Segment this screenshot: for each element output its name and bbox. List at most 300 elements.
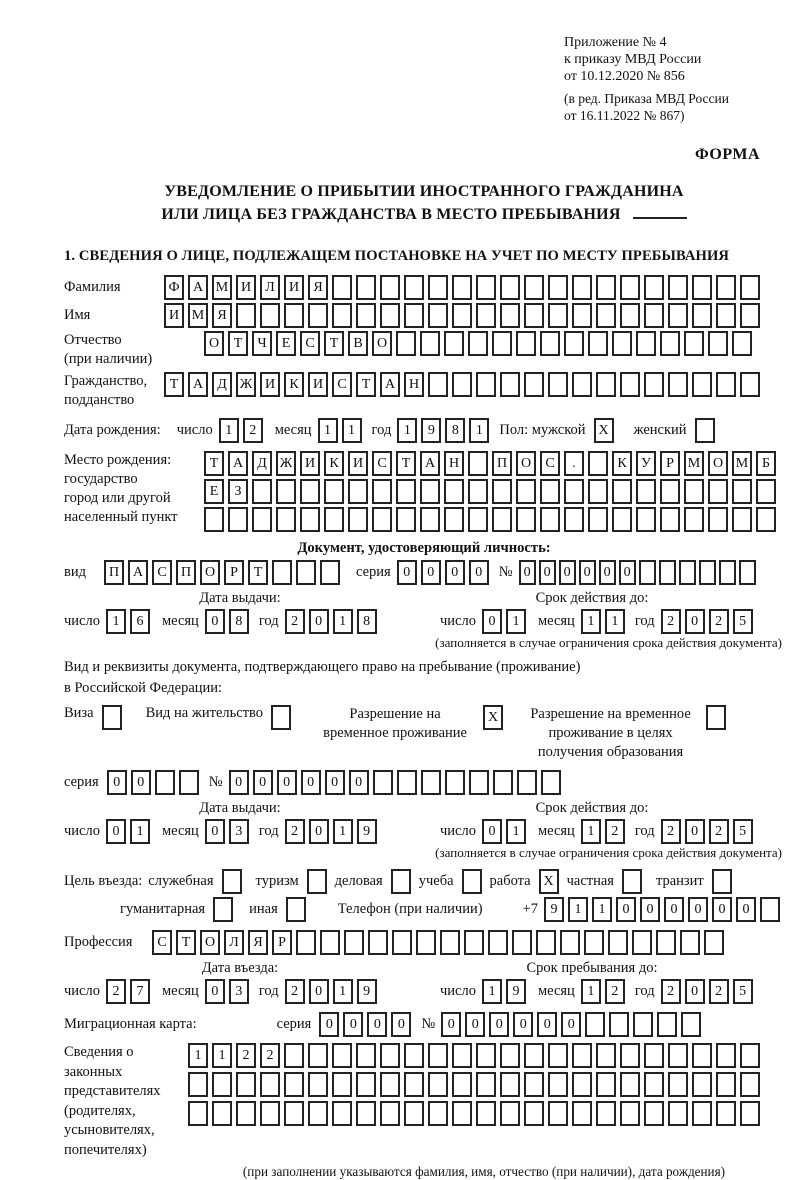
char-cell[interactable] [276,507,296,532]
char-cell[interactable]: 1 [219,418,239,443]
char-cell[interactable]: И [284,275,304,300]
char-cell[interactable] [416,930,436,955]
char-cell[interactable] [308,303,328,328]
char-cell[interactable] [428,1043,448,1068]
char-cell[interactable]: С [300,331,320,356]
char-cell[interactable] [397,770,417,795]
char-cell[interactable] [492,507,512,532]
char-cell[interactable] [404,303,424,328]
char-cell[interactable] [476,303,496,328]
char-cell[interactable] [692,1101,712,1126]
char-cell[interactable]: 2 [236,1043,256,1068]
char-cell[interactable] [464,930,484,955]
char-cell[interactable] [308,1072,328,1097]
char-cell[interactable] [668,275,688,300]
char-cell[interactable]: 3 [229,979,249,1004]
char-cell[interactable]: С [332,372,352,397]
char-cell[interactable]: С [152,560,172,585]
char-cell[interactable] [324,507,344,532]
char-cell[interactable] [516,507,536,532]
char-cell[interactable] [636,331,656,356]
char-cell[interactable] [548,303,568,328]
char-cell[interactable] [636,507,656,532]
char-cell[interactable]: 0 [685,819,705,844]
char-cell[interactable] [740,372,760,397]
char-cell[interactable] [541,770,561,795]
char-cell[interactable]: 2 [661,819,681,844]
char-cell[interactable] [452,303,472,328]
char-cell[interactable] [368,930,388,955]
char-cell[interactable] [708,331,728,356]
char-cell[interactable] [488,930,508,955]
char-cell[interactable] [695,418,715,443]
char-cell[interactable] [536,930,556,955]
char-cell[interactable] [324,479,344,504]
char-cell[interactable] [679,560,696,585]
char-cell[interactable]: 0 [106,819,126,844]
char-cell[interactable] [639,560,656,585]
char-cell[interactable] [179,770,199,795]
char-cell[interactable] [659,560,676,585]
char-cell[interactable] [380,1101,400,1126]
char-cell[interactable] [692,372,712,397]
char-cell[interactable]: X [539,869,559,894]
char-cell[interactable] [706,705,726,730]
char-cell[interactable]: 0 [640,897,660,922]
char-cell[interactable] [609,1012,629,1037]
char-cell[interactable] [452,275,472,300]
char-cell[interactable] [300,507,320,532]
char-cell[interactable] [596,1072,616,1097]
char-cell[interactable] [428,1101,448,1126]
char-cell[interactable]: 0 [489,1012,509,1037]
char-cell[interactable]: 2 [661,609,681,634]
char-cell[interactable] [444,331,464,356]
char-cell[interactable] [452,372,472,397]
char-cell[interactable] [212,1101,232,1126]
char-cell[interactable]: И [308,372,328,397]
char-cell[interactable]: 1 [333,609,353,634]
char-cell[interactable] [588,451,608,476]
char-cell[interactable] [620,1101,640,1126]
char-cell[interactable]: М [684,451,704,476]
char-cell[interactable]: 0 [309,979,329,1004]
char-cell[interactable] [708,507,728,532]
char-cell[interactable] [500,303,520,328]
char-cell[interactable]: 1 [397,418,417,443]
char-cell[interactable] [428,303,448,328]
char-cell[interactable]: Ф [164,275,184,300]
char-cell[interactable] [636,479,656,504]
char-cell[interactable]: 5 [733,979,753,1004]
char-cell[interactable] [420,479,440,504]
char-cell[interactable] [204,507,224,532]
char-cell[interactable]: Т [396,451,416,476]
char-cell[interactable]: В [348,331,368,356]
char-cell[interactable] [440,930,460,955]
char-cell[interactable]: Д [212,372,232,397]
char-cell[interactable]: 0 [343,1012,363,1037]
char-cell[interactable]: 5 [733,609,753,634]
char-cell[interactable] [452,1101,472,1126]
char-cell[interactable]: 0 [482,819,502,844]
char-cell[interactable]: 0 [397,560,417,585]
char-cell[interactable]: Я [212,303,232,328]
char-cell[interactable]: 2 [709,819,729,844]
char-cell[interactable]: 1 [333,819,353,844]
char-cell[interactable]: А [188,275,208,300]
char-cell[interactable] [308,1043,328,1068]
char-cell[interactable]: 0 [619,560,636,585]
char-cell[interactable]: 8 [229,609,249,634]
char-cell[interactable] [540,479,560,504]
char-cell[interactable]: 2 [661,979,681,1004]
char-cell[interactable] [500,1072,520,1097]
char-cell[interactable]: 1 [568,897,588,922]
char-cell[interactable]: А [380,372,400,397]
char-cell[interactable]: 2 [243,418,263,443]
char-cell[interactable]: 1 [581,979,601,1004]
char-cell[interactable] [656,930,676,955]
char-cell[interactable] [660,479,680,504]
char-cell[interactable] [320,930,340,955]
char-cell[interactable] [548,1072,568,1097]
char-cell[interactable] [548,372,568,397]
char-cell[interactable] [524,1072,544,1097]
char-cell[interactable]: 2 [709,609,729,634]
char-cell[interactable]: 0 [736,897,756,922]
char-cell[interactable] [540,507,560,532]
char-cell[interactable]: 0 [131,770,151,795]
char-cell[interactable] [644,372,664,397]
char-cell[interactable] [712,869,732,894]
char-cell[interactable] [493,770,513,795]
char-cell[interactable] [236,303,256,328]
char-cell[interactable] [596,275,616,300]
char-cell[interactable]: 0 [205,979,225,1004]
char-cell[interactable] [222,869,242,894]
char-cell[interactable]: 1 [469,418,489,443]
char-cell[interactable]: Т [356,372,376,397]
char-cell[interactable]: Д [252,451,272,476]
char-cell[interactable]: 8 [357,609,377,634]
char-cell[interactable] [584,930,604,955]
char-cell[interactable]: Л [260,275,280,300]
char-cell[interactable]: Р [224,560,244,585]
char-cell[interactable] [572,1043,592,1068]
char-cell[interactable] [716,1072,736,1097]
char-cell[interactable]: 7 [130,979,150,1004]
char-cell[interactable]: 0 [441,1012,461,1037]
char-cell[interactable]: П [104,560,124,585]
char-cell[interactable] [284,303,304,328]
char-cell[interactable]: 2 [106,979,126,1004]
char-cell[interactable]: 0 [469,560,489,585]
char-cell[interactable] [469,770,489,795]
char-cell[interactable] [468,451,488,476]
char-cell[interactable] [644,303,664,328]
char-cell[interactable] [356,303,376,328]
char-cell[interactable] [620,1072,640,1097]
char-cell[interactable] [476,1043,496,1068]
char-cell[interactable]: И [260,372,280,397]
char-cell[interactable] [708,479,728,504]
char-cell[interactable] [684,331,704,356]
char-cell[interactable]: 0 [664,897,684,922]
char-cell[interactable]: 1 [130,819,150,844]
char-cell[interactable]: 0 [205,609,225,634]
char-cell[interactable] [572,372,592,397]
char-cell[interactable]: . [564,451,584,476]
char-cell[interactable]: П [176,560,196,585]
char-cell[interactable] [608,930,628,955]
char-cell[interactable] [236,1101,256,1126]
char-cell[interactable] [524,275,544,300]
char-cell[interactable]: А [128,560,148,585]
char-cell[interactable]: 1 [506,819,526,844]
char-cell[interactable]: Я [248,930,268,955]
char-cell[interactable]: 1 [212,1043,232,1068]
char-cell[interactable]: 0 [688,897,708,922]
char-cell[interactable]: З [228,479,248,504]
char-cell[interactable] [620,1043,640,1068]
char-cell[interactable] [468,507,488,532]
char-cell[interactable] [468,331,488,356]
char-cell[interactable] [476,1072,496,1097]
char-cell[interactable]: И [164,303,184,328]
char-cell[interactable] [517,770,537,795]
char-cell[interactable] [548,275,568,300]
char-cell[interactable]: М [188,303,208,328]
char-cell[interactable]: 0 [391,1012,411,1037]
char-cell[interactable] [612,331,632,356]
char-cell[interactable] [716,1101,736,1126]
char-cell[interactable] [684,507,704,532]
char-cell[interactable]: Т [324,331,344,356]
char-cell[interactable]: М [732,451,752,476]
char-cell[interactable]: 1 [318,418,338,443]
char-cell[interactable]: 0 [229,770,249,795]
char-cell[interactable]: С [372,451,392,476]
char-cell[interactable] [307,869,327,894]
char-cell[interactable]: 0 [482,609,502,634]
char-cell[interactable] [716,303,736,328]
char-cell[interactable] [660,331,680,356]
char-cell[interactable]: 0 [579,560,596,585]
char-cell[interactable] [444,507,464,532]
char-cell[interactable] [373,770,393,795]
char-cell[interactable] [252,507,272,532]
char-cell[interactable] [516,331,536,356]
char-cell[interactable] [699,560,716,585]
char-cell[interactable] [212,1072,232,1097]
char-cell[interactable] [622,869,642,894]
char-cell[interactable]: 0 [685,609,705,634]
char-cell[interactable]: Ж [276,451,296,476]
char-cell[interactable] [404,275,424,300]
char-cell[interactable]: 8 [445,418,465,443]
char-cell[interactable] [596,372,616,397]
char-cell[interactable] [740,303,760,328]
char-cell[interactable]: 2 [605,979,625,1004]
char-cell[interactable] [500,275,520,300]
char-cell[interactable]: 2 [285,979,305,1004]
char-cell[interactable]: 5 [733,819,753,844]
char-cell[interactable]: А [188,372,208,397]
char-cell[interactable]: О [708,451,728,476]
char-cell[interactable] [512,930,532,955]
char-cell[interactable]: 6 [130,609,150,634]
char-cell[interactable]: Т [248,560,268,585]
char-cell[interactable] [612,507,632,532]
char-cell[interactable] [760,897,780,922]
char-cell[interactable] [348,507,368,532]
char-cell[interactable]: 2 [285,609,305,634]
char-cell[interactable] [716,275,736,300]
char-cell[interactable] [540,331,560,356]
char-cell[interactable]: Р [660,451,680,476]
char-cell[interactable] [612,479,632,504]
char-cell[interactable] [228,507,248,532]
char-cell[interactable] [391,869,411,894]
char-cell[interactable] [756,479,776,504]
char-cell[interactable] [564,479,584,504]
char-cell[interactable] [564,507,584,532]
char-cell[interactable] [704,930,724,955]
char-cell[interactable]: Т [228,331,248,356]
char-cell[interactable] [476,275,496,300]
char-cell[interactable] [668,1101,688,1126]
char-cell[interactable]: 1 [106,609,126,634]
char-cell[interactable] [428,372,448,397]
char-cell[interactable]: И [236,275,256,300]
char-cell[interactable]: 0 [349,770,369,795]
char-cell[interactable] [468,479,488,504]
char-cell[interactable] [102,705,122,730]
char-cell[interactable] [392,930,412,955]
char-cell[interactable] [719,560,736,585]
char-cell[interactable] [560,930,580,955]
char-cell[interactable] [668,303,688,328]
char-cell[interactable] [524,372,544,397]
char-cell[interactable]: О [204,331,224,356]
char-cell[interactable] [396,479,416,504]
char-cell[interactable]: С [152,930,172,955]
char-cell[interactable] [500,1043,520,1068]
char-cell[interactable] [332,303,352,328]
char-cell[interactable]: 2 [709,979,729,1004]
char-cell[interactable] [155,770,175,795]
char-cell[interactable] [462,869,482,894]
char-cell[interactable]: О [516,451,536,476]
char-cell[interactable]: А [228,451,248,476]
char-cell[interactable] [428,1072,448,1097]
char-cell[interactable] [356,1043,376,1068]
char-cell[interactable] [692,275,712,300]
char-cell[interactable]: Ч [252,331,272,356]
char-cell[interactable]: 0 [253,770,273,795]
char-cell[interactable] [524,1043,544,1068]
char-cell[interactable]: 1 [592,897,612,922]
char-cell[interactable]: 0 [513,1012,533,1037]
char-cell[interactable] [516,479,536,504]
char-cell[interactable]: 0 [685,979,705,1004]
char-cell[interactable]: 2 [605,819,625,844]
char-cell[interactable] [564,331,584,356]
char-cell[interactable] [396,507,416,532]
char-cell[interactable] [585,1012,605,1037]
char-cell[interactable] [271,705,291,730]
char-cell[interactable]: Б [756,451,776,476]
char-cell[interactable]: 0 [539,560,556,585]
char-cell[interactable]: 0 [309,819,329,844]
char-cell[interactable]: Р [272,930,292,955]
char-cell[interactable] [320,560,340,585]
char-cell[interactable] [740,1043,760,1068]
char-cell[interactable]: 0 [537,1012,557,1037]
char-cell[interactable] [296,930,316,955]
char-cell[interactable] [421,770,441,795]
char-cell[interactable]: И [348,451,368,476]
char-cell[interactable] [284,1101,304,1126]
char-cell[interactable]: К [284,372,304,397]
char-cell[interactable]: Л [224,930,244,955]
char-cell[interactable]: 0 [301,770,321,795]
char-cell[interactable] [396,331,416,356]
char-cell[interactable]: 1 [581,609,601,634]
char-cell[interactable] [372,479,392,504]
char-cell[interactable] [684,479,704,504]
char-cell[interactable] [348,479,368,504]
char-cell[interactable] [420,507,440,532]
char-cell[interactable] [372,507,392,532]
char-cell[interactable]: 2 [285,819,305,844]
char-cell[interactable]: 0 [561,1012,581,1037]
char-cell[interactable]: 1 [605,609,625,634]
char-cell[interactable]: 2 [260,1043,280,1068]
char-cell[interactable] [548,1101,568,1126]
char-cell[interactable] [404,1101,424,1126]
char-cell[interactable] [596,1101,616,1126]
char-cell[interactable]: О [372,331,392,356]
char-cell[interactable] [692,1043,712,1068]
char-cell[interactable] [739,560,756,585]
char-cell[interactable]: П [492,451,512,476]
char-cell[interactable] [445,770,465,795]
char-cell[interactable]: 0 [465,1012,485,1037]
char-cell[interactable] [572,1101,592,1126]
char-cell[interactable]: 0 [445,560,465,585]
char-cell[interactable] [681,1012,701,1037]
char-cell[interactable] [213,897,233,922]
char-cell[interactable]: 1 [482,979,502,1004]
char-cell[interactable] [524,1101,544,1126]
char-cell[interactable] [548,1043,568,1068]
char-cell[interactable] [740,1101,760,1126]
char-cell[interactable] [572,303,592,328]
char-cell[interactable] [668,1043,688,1068]
char-cell[interactable] [380,1043,400,1068]
char-cell[interactable] [644,1101,664,1126]
char-cell[interactable]: Т [204,451,224,476]
char-cell[interactable] [380,275,400,300]
char-cell[interactable]: К [612,451,632,476]
char-cell[interactable]: 0 [559,560,576,585]
char-cell[interactable] [476,1101,496,1126]
char-cell[interactable] [716,372,736,397]
char-cell[interactable] [420,331,440,356]
char-cell[interactable] [286,897,306,922]
